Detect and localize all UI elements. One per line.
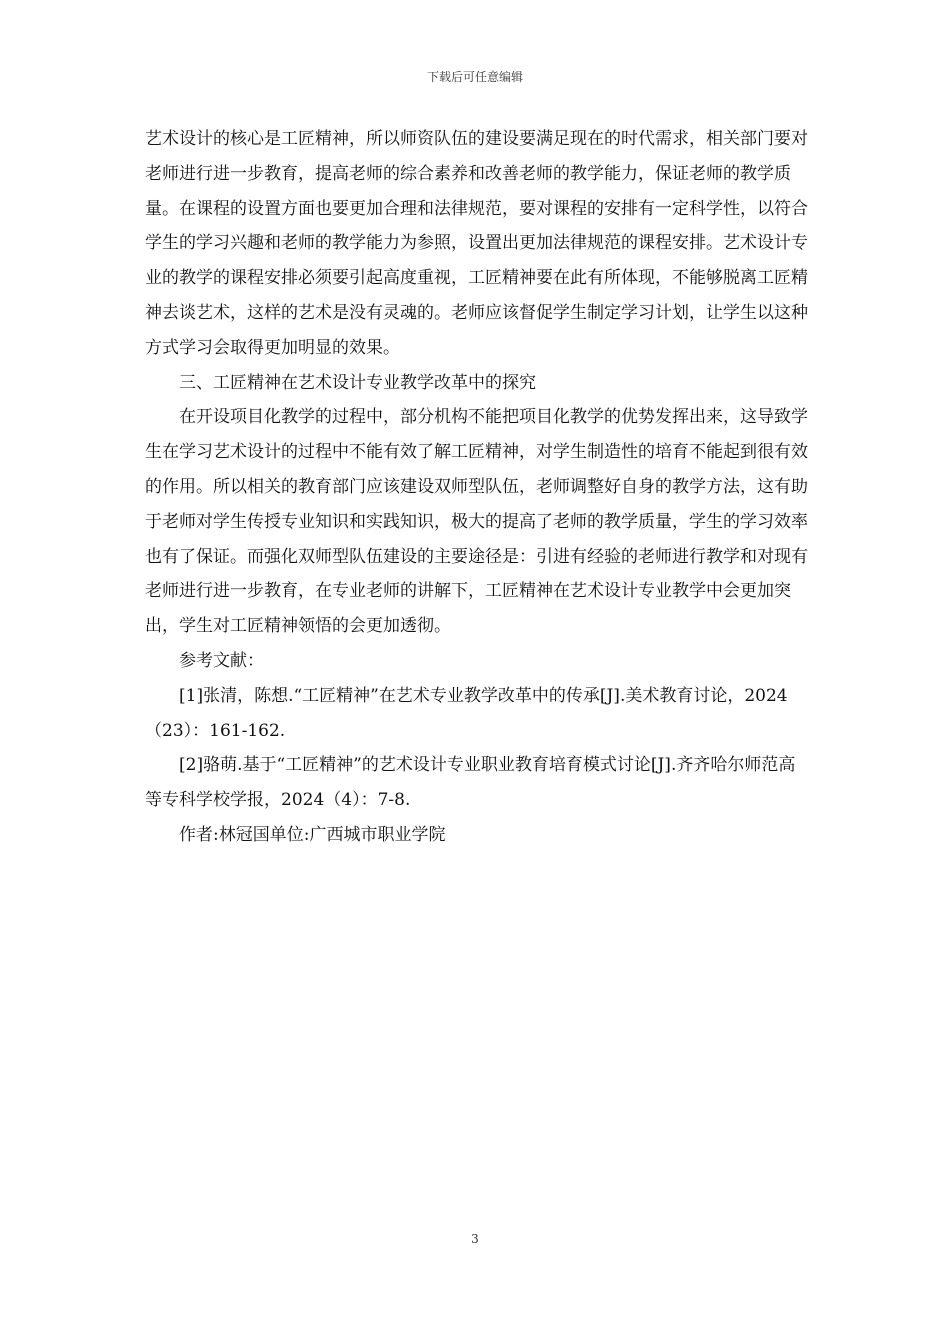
author-line: 作者:林冠国单位:广西城市职业学院 [179,824,446,845]
paragraph-continuation: 艺术设计的核心是工匠精神，所以师资队伍的建设要满足现在的时代需求，相关部门要对老师进行进一步教育，提高老师的综合素养和改善老师的教学能力，保证老师的教学质量。在课程的设置方面也要更加合理和法律规范，要对课程的安排有一定科学性，以符合学生的学习兴趣和老师的教学能力为参照，设置出更加法律规范的课程安排。艺术设计专业的教学的课程安排必须要引起高度重视，工匠精神要在此有所体现，不能够脱离工匠精神去谈艺术，这样的艺术是没有灵魂的。老师应该督促学生制定学习计划，让学生以这种方式学习会取得更加明显的效果。 [145,129,808,358]
references-heading: 参考文献： [179,650,264,671]
paragraph-project-teaching: 在开设项目化教学的过程中，部分机构不能把项目化教学的优势发挥出来，这导致学生在学习艺术设计的过程中不能有效了解工匠精神，对学生制造性的培育不能起到很有效的作用。所以相关的教育部门应该建设双师型队伍，老师调整好自身的教学方法，这有助于老师对学生传授专业知识和实践知识，极大的提高了老师的教学质量，学生的学习效率也有了保证。而强化双师型队伍建设的主要途径是：引进有经验的老师进行教学和对现有老师进行进一步教育，在专业老师的讲解下，工匠精神在艺术设计专业教学中会更加突出，学生对工匠精神领悟的会更加透彻。 [145,407,808,637]
page-header: 下载后可任意编辑 [426,70,523,84]
reference-item-2: [2]骆萌.基于“工匠精神”的艺术设计专业职业教育培育模式讨论[J].齐齐哈尔师范高等专科学校学报，2024（4）：7-8. [145,755,796,811]
page-number: 3 [471,1232,479,1246]
reference-item-1: [1]张清，陈想.“工匠精神”在艺术专业教学改革中的传承[J].美术教育讨论，2024（23）：161-162. [145,685,788,741]
document-body [145,122,810,853]
section-heading: 三、工匠精神在艺术设计专业教学改革中的探究 [179,372,536,393]
